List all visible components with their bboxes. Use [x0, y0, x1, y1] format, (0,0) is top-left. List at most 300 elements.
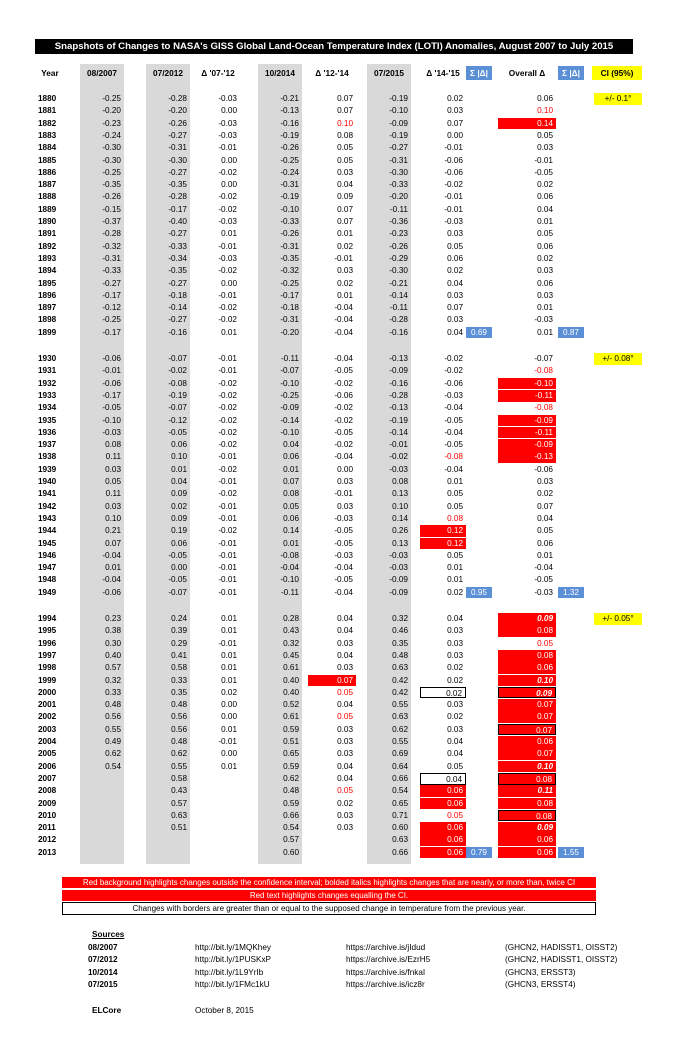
value-2007-cell: 0.30 — [105, 638, 121, 648]
ci-badge: +/- 0.05° — [594, 613, 642, 625]
year-cell: 1936 — [38, 427, 57, 437]
value-2012-cell: -0.26 — [168, 118, 187, 128]
overall-delta-cell: -0.07 — [534, 354, 553, 363]
delta-14-15-cell: 0.02 — [420, 687, 466, 699]
overall-delta-cell: 0.01 — [537, 550, 553, 560]
value-2015-cell: 0.42 — [392, 687, 408, 697]
value-2007-cell: 0.48 — [105, 700, 121, 710]
delta-07-12-cell: -0.02 — [218, 378, 237, 388]
delta-12-14-cell: 0.03 — [337, 737, 353, 746]
value-2014-cell: 0.62 — [283, 773, 299, 783]
delta-07-12-cell: -0.01 — [218, 241, 237, 251]
value-2015-cell: 0.71 — [392, 810, 408, 820]
value-2015-cell: 0.63 — [392, 712, 408, 722]
overall-delta-cell: 0.08 — [498, 810, 556, 822]
delta-12-14-cell: 0.09 — [337, 192, 353, 202]
overall-delta-cell: 0.04 — [537, 513, 553, 523]
value-2014-cell: -0.04 — [280, 563, 299, 573]
delta-14-15-cell: 0.04 — [447, 327, 463, 337]
value-2014-cell: 0.06 — [283, 452, 299, 462]
delta-12-14-cell: 0.04 — [337, 614, 353, 623]
delta-07-12-cell: -0.01 — [218, 737, 237, 746]
year-cell: 1945 — [38, 538, 57, 548]
value-2014-cell: 0.28 — [283, 614, 299, 623]
year-cell: 1880 — [38, 94, 57, 103]
value-2007-cell: 0.49 — [105, 737, 121, 746]
sum-recent-badge: 0.79 — [466, 847, 492, 859]
value-2014-cell: 0.43 — [283, 626, 299, 636]
year-cell: 2013 — [38, 847, 57, 857]
source-datasets: (GHCN2, HADISST1, OISST2) — [505, 943, 618, 952]
value-2014-cell: -0.17 — [280, 290, 299, 300]
year-cell: 1896 — [38, 290, 57, 300]
value-2012-cell: 0.04 — [171, 477, 187, 486]
value-2014-cell: 0.60 — [283, 847, 299, 857]
source-link: http://bit.ly/1L9YrIb — [195, 967, 264, 977]
value-2014-cell: 0.51 — [283, 737, 299, 746]
value-2015-cell: -0.19 — [389, 415, 408, 425]
delta-07-12-cell: -0.03 — [218, 217, 237, 226]
delta-12-14-cell: 0.01 — [337, 229, 353, 239]
value-2007-cell: 0.07 — [105, 538, 121, 548]
value-2014-cell: -0.10 — [280, 427, 299, 437]
value-2014-cell: -0.10 — [280, 378, 299, 388]
delta-14-15-cell: 0.06 — [420, 847, 466, 859]
year-cell: 2003 — [38, 724, 57, 734]
value-2007-cell: 0.38 — [105, 626, 121, 636]
delta-07-12-cell: 0.00 — [221, 106, 237, 116]
value-2007-cell: -0.25 — [102, 315, 121, 325]
value-2012-cell: 0.51 — [171, 823, 187, 833]
value-2014-cell: -0.31 — [280, 315, 299, 325]
value-2015-cell: -0.13 — [389, 403, 408, 413]
value-2015-cell: 0.46 — [392, 626, 408, 636]
delta-14-15-cell: 0.05 — [447, 761, 463, 771]
value-2015-cell: 0.26 — [392, 526, 408, 536]
column-header: 08/2007 — [87, 68, 117, 78]
source-date: 07/2015 — [88, 979, 118, 989]
value-2014-cell: 0.66 — [283, 810, 299, 820]
value-2015-cell: -0.33 — [389, 180, 408, 190]
value-2012-cell: 0.56 — [171, 712, 187, 722]
value-2007-cell: -0.25 — [102, 94, 121, 103]
value-2015-cell: -0.01 — [389, 440, 408, 450]
value-2014-cell: 0.54 — [283, 823, 299, 833]
delta-12-14-cell: 0.02 — [337, 278, 353, 288]
delta-07-12-cell: 0.01 — [221, 724, 237, 734]
value-2015-cell: 0.10 — [392, 501, 408, 511]
delta-07-12-cell: -0.01 — [218, 366, 237, 376]
overall-delta-cell: 0.07 — [498, 748, 556, 760]
value-2012-cell: 0.43 — [171, 786, 187, 796]
overall-delta-cell: 0.05 — [537, 526, 553, 536]
delta-14-15-cell: 0.07 — [447, 303, 463, 313]
delta-14-15-cell: 0.02 — [447, 587, 463, 597]
value-2015-cell: 0.66 — [392, 773, 408, 783]
year-cell: 1895 — [38, 278, 57, 288]
delta-07-12-cell: -0.02 — [218, 303, 237, 313]
value-2014-cell: -0.10 — [280, 204, 299, 214]
delta-12-14-cell: 0.04 — [337, 700, 353, 710]
value-2012-cell: -0.33 — [168, 241, 187, 251]
value-2012-cell: 0.02 — [171, 501, 187, 511]
value-2007-cell: -0.06 — [102, 354, 121, 363]
delta-14-15-cell: 0.02 — [447, 675, 463, 685]
value-2012-cell: -0.18 — [168, 290, 187, 300]
value-2012-cell: 0.09 — [171, 513, 187, 523]
delta-12-14-cell: 0.03 — [337, 477, 353, 486]
value-2012-cell: 0.58 — [171, 663, 187, 673]
footer-date: October 8, 2015 — [195, 1006, 254, 1015]
delta-14-15-cell: -0.08 — [444, 452, 463, 462]
value-2015-cell: -0.23 — [389, 229, 408, 239]
overall-delta-cell: 0.07 — [498, 711, 556, 723]
overall-delta-cell: 0.08 — [498, 773, 556, 785]
delta-14-15-cell: 0.03 — [447, 106, 463, 116]
value-2014-cell: -0.26 — [280, 229, 299, 239]
value-2012-cell: -0.05 — [168, 427, 187, 437]
delta-12-14-cell: -0.06 — [334, 390, 353, 400]
delta-14-15-cell: 0.04 — [447, 614, 463, 623]
delta-14-15-cell: 0.07 — [447, 118, 463, 128]
value-2014-cell: 0.06 — [283, 513, 299, 523]
delta-07-12-cell: 0.01 — [221, 614, 237, 623]
delta-12-14-cell: 0.07 — [308, 675, 356, 687]
value-2015-cell: -0.03 — [389, 550, 408, 560]
overall-delta-cell: 0.11 — [498, 785, 556, 797]
value-2015-cell: -0.14 — [389, 290, 408, 300]
sum-overall-badge: 0.87 — [558, 327, 584, 339]
value-2012-cell: 0.24 — [171, 614, 187, 623]
value-2012-cell: 0.35 — [171, 687, 187, 697]
value-2012-cell: 0.09 — [171, 489, 187, 499]
value-2012-cell: 0.06 — [171, 440, 187, 450]
overall-delta-cell: 0.07 — [498, 724, 556, 736]
value-2012-cell: -0.05 — [168, 550, 187, 560]
value-2015-cell: -0.10 — [389, 106, 408, 116]
overall-delta-cell: -0.08 — [534, 403, 553, 413]
value-2012-cell: 0.62 — [171, 749, 187, 759]
value-2007-cell: -0.25 — [102, 167, 121, 177]
delta-07-12-cell: -0.02 — [218, 489, 237, 499]
sum-recent-badge: 0.95 — [466, 587, 492, 599]
value-2014-cell: -0.11 — [280, 354, 299, 363]
delta-14-15-cell: -0.02 — [444, 354, 463, 363]
value-2015-cell: 0.08 — [392, 477, 408, 486]
overall-delta-cell: 0.08 — [498, 650, 556, 662]
value-2015-cell: -0.29 — [389, 253, 408, 263]
value-2015-cell: 0.42 — [392, 675, 408, 685]
value-2015-cell: 0.32 — [392, 614, 408, 623]
delta-07-12-cell: 0.01 — [221, 675, 237, 685]
year-cell: 1949 — [38, 587, 57, 597]
overall-delta-cell: 0.06 — [537, 278, 553, 288]
source-link: https://archive.is/EzrH5 — [346, 955, 431, 965]
year-cell: 1948 — [38, 575, 57, 585]
value-2012-cell: -0.27 — [168, 278, 187, 288]
value-2015-cell: -0.20 — [389, 192, 408, 202]
year-cell: 1884 — [38, 143, 57, 153]
year-cell: 1885 — [38, 155, 57, 165]
year-cell: 1883 — [38, 130, 57, 140]
value-2015-cell: 0.54 — [392, 786, 408, 796]
sum-recent-badge: 0.69 — [466, 327, 492, 339]
value-2007-cell: 0.40 — [105, 650, 121, 660]
overall-delta-cell: 0.10 — [498, 675, 556, 687]
value-2007-cell: 0.10 — [105, 513, 121, 523]
delta-12-14-cell: -0.02 — [334, 415, 353, 425]
value-2014-cell: -0.32 — [280, 266, 299, 276]
year-cell: 1893 — [38, 253, 57, 263]
delta-07-12-cell: -0.02 — [218, 192, 237, 202]
overall-delta-cell: -0.09 — [498, 415, 556, 427]
value-2015-cell: 0.64 — [392, 761, 408, 771]
delta-14-15-cell: 0.06 — [420, 834, 466, 846]
delta-14-15-cell: 0.02 — [447, 712, 463, 722]
value-2012-cell: -0.27 — [168, 315, 187, 325]
overall-delta-cell: -0.08 — [534, 366, 553, 376]
delta-12-14-cell: 0.02 — [337, 241, 353, 251]
value-2014-cell: 0.57 — [283, 835, 299, 845]
source-link: https://archive.is/jIdud — [346, 943, 426, 952]
delta-07-12-cell: -0.02 — [218, 315, 237, 325]
value-2014-cell: -0.18 — [280, 303, 299, 313]
value-2014-cell: -0.13 — [280, 106, 299, 116]
overall-delta-cell: 0.07 — [498, 699, 556, 711]
delta-07-12-cell: 0.01 — [221, 761, 237, 771]
year-cell: 1944 — [38, 526, 57, 536]
legend-red-text: Red text highlights changes equalling the CI. — [62, 890, 596, 901]
year-cell: 2007 — [38, 773, 57, 783]
value-2014-cell: -0.10 — [280, 575, 299, 585]
overall-delta-cell: 0.14 — [498, 118, 556, 130]
column-header: Σ |Δ| — [558, 66, 584, 80]
value-2015-cell: -0.13 — [389, 354, 408, 363]
delta-12-14-cell: -0.02 — [334, 440, 353, 450]
value-2007-cell: 0.08 — [105, 440, 121, 450]
value-2007-cell: -0.06 — [102, 378, 121, 388]
value-2012-cell: -0.07 — [168, 587, 187, 597]
source-link: https://archive.is/icz8r — [346, 979, 425, 989]
value-2015-cell: 0.14 — [392, 513, 408, 523]
delta-12-14-cell: -0.04 — [334, 315, 353, 325]
value-2012-cell: 0.06 — [171, 538, 187, 548]
value-2014-cell: 0.59 — [283, 798, 299, 808]
delta-14-15-cell: 0.12 — [420, 525, 466, 537]
year-cell: 1930 — [38, 354, 57, 363]
delta-14-15-cell: -0.01 — [444, 143, 463, 153]
delta-14-15-cell: 0.05 — [447, 550, 463, 560]
value-2007-cell: -0.06 — [102, 587, 121, 597]
delta-07-12-cell: -0.01 — [218, 575, 237, 585]
value-2007-cell: 0.21 — [105, 526, 121, 536]
value-2015-cell: -0.02 — [389, 452, 408, 462]
delta-14-15-cell: -0.03 — [444, 217, 463, 226]
delta-07-12-cell: -0.02 — [218, 204, 237, 214]
delta-14-15-cell: 0.12 — [420, 538, 466, 550]
delta-14-15-cell: 0.03 — [447, 290, 463, 300]
value-2012-cell: -0.28 — [168, 94, 187, 103]
delta-07-12-cell: 0.00 — [221, 712, 237, 722]
delta-07-12-cell: -0.01 — [218, 587, 237, 597]
value-2015-cell: -0.27 — [389, 143, 408, 153]
value-2014-cell: 0.07 — [283, 477, 299, 486]
delta-12-14-cell: -0.05 — [334, 538, 353, 548]
overall-delta-cell: -0.06 — [534, 464, 553, 474]
year-cell: 1889 — [38, 204, 57, 214]
value-2015-cell: -0.09 — [389, 575, 408, 585]
delta-12-14-cell: 0.00 — [337, 464, 353, 474]
year-cell: 2005 — [38, 749, 57, 759]
value-2014-cell: 0.40 — [283, 675, 299, 685]
delta-07-12-cell: 0.00 — [221, 749, 237, 759]
column-header: Δ '14-'15 — [426, 68, 460, 78]
delta-07-12-cell: -0.03 — [218, 253, 237, 263]
value-2015-cell: 0.60 — [392, 823, 408, 833]
value-2014-cell: 0.05 — [283, 501, 299, 511]
delta-14-15-cell: 0.01 — [447, 575, 463, 585]
value-2012-cell: 0.58 — [171, 773, 187, 783]
value-2007-cell: -0.05 — [102, 403, 121, 413]
delta-14-15-cell: -0.04 — [444, 464, 463, 474]
year-cell: 2012 — [38, 835, 57, 845]
delta-14-15-cell: -0.04 — [444, 427, 463, 437]
value-2012-cell: 0.10 — [171, 452, 187, 462]
delta-12-14-cell: 0.04 — [337, 773, 353, 783]
year-cell: 1932 — [38, 378, 57, 388]
delta-12-14-cell: -0.03 — [334, 550, 353, 560]
delta-07-12-cell: 0.00 — [221, 155, 237, 165]
ci-badge: +/- 0.1° — [594, 93, 642, 105]
column-header: 10/2014 — [265, 68, 295, 78]
overall-delta-cell: 0.10 — [537, 106, 553, 116]
year-cell: 1997 — [38, 650, 57, 660]
delta-14-15-cell: 0.03 — [447, 626, 463, 636]
value-2012-cell: -0.30 — [168, 155, 187, 165]
source-datasets: (GHCN3, ERSST4) — [505, 979, 576, 989]
value-2014-cell: -0.20 — [280, 327, 299, 337]
delta-14-15-cell: 0.04 — [447, 737, 463, 746]
value-2012-cell: 0.41 — [171, 650, 187, 660]
year-cell: 1882 — [38, 118, 57, 128]
delta-07-12-cell: -0.03 — [218, 130, 237, 140]
value-2012-cell: 0.57 — [171, 798, 187, 808]
year-cell: 1887 — [38, 180, 57, 190]
year-cell: 2010 — [38, 810, 57, 820]
value-2007-cell: -0.26 — [102, 192, 121, 202]
value-2007-cell: 0.01 — [105, 563, 121, 573]
value-2015-cell: -0.19 — [389, 94, 408, 103]
value-2012-cell: 0.29 — [171, 638, 187, 648]
delta-07-12-cell: -0.01 — [218, 513, 237, 523]
value-2012-cell: 0.33 — [171, 675, 187, 685]
delta-07-12-cell: -0.02 — [218, 440, 237, 450]
value-2014-cell: -0.25 — [280, 390, 299, 400]
delta-07-12-cell: 0.02 — [221, 687, 237, 697]
delta-07-12-cell: -0.01 — [218, 143, 237, 153]
value-2015-cell: 0.65 — [392, 798, 408, 808]
delta-07-12-cell: -0.01 — [218, 538, 237, 548]
value-2014-cell: 0.59 — [283, 724, 299, 734]
overall-delta-cell: 0.05 — [537, 130, 553, 140]
delta-12-14-cell: 0.10 — [337, 118, 353, 128]
value-2007-cell: 0.03 — [105, 464, 121, 474]
delta-07-12-cell: 0.00 — [221, 700, 237, 710]
year-cell: 1942 — [38, 501, 57, 511]
overall-delta-cell: -0.11 — [498, 390, 556, 402]
year-cell: 1881 — [38, 106, 57, 116]
delta-14-15-cell: 0.03 — [447, 315, 463, 325]
year-cell: 1898 — [38, 315, 57, 325]
year-cell: 1943 — [38, 513, 57, 523]
value-2014-cell: 0.01 — [283, 538, 299, 548]
delta-07-12-cell: -0.01 — [218, 638, 237, 648]
delta-12-14-cell: -0.04 — [334, 587, 353, 597]
value-2015-cell: 0.55 — [392, 737, 408, 746]
overall-delta-cell: 0.05 — [537, 638, 553, 648]
year-cell: 1931 — [38, 366, 57, 376]
column-header: 07/2015 — [374, 68, 404, 78]
value-2014-cell: -0.09 — [280, 403, 299, 413]
value-2014-cell: 0.40 — [283, 687, 299, 697]
value-2007-cell: -0.31 — [102, 253, 121, 263]
value-2007-cell: 0.62 — [105, 749, 121, 759]
delta-07-12-cell: -0.03 — [218, 94, 237, 103]
delta-12-14-cell: 0.05 — [337, 687, 353, 697]
overall-delta-cell: 0.09 — [498, 687, 556, 699]
value-2014-cell: 0.59 — [283, 761, 299, 771]
overall-delta-cell: 0.10 — [498, 761, 556, 773]
delta-14-15-cell: -0.06 — [444, 167, 463, 177]
delta-12-14-cell: 0.02 — [337, 798, 353, 808]
overall-delta-cell: -0.03 — [534, 315, 553, 325]
value-2012-cell: -0.07 — [168, 354, 187, 363]
delta-14-15-cell: -0.05 — [444, 415, 463, 425]
source-link: http://bit.ly/1MQKhey — [195, 943, 271, 952]
value-2014-cell: -0.25 — [280, 278, 299, 288]
delta-12-14-cell: 0.04 — [337, 761, 353, 771]
delta-12-14-cell: 0.03 — [337, 663, 353, 673]
delta-07-12-cell: -0.01 — [218, 550, 237, 560]
delta-07-12-cell: -0.01 — [218, 477, 237, 486]
overall-delta-cell: 0.06 — [498, 834, 556, 846]
delta-07-12-cell: 0.01 — [221, 229, 237, 239]
value-2014-cell: 0.61 — [283, 663, 299, 673]
delta-14-15-cell: 0.06 — [420, 798, 466, 810]
overall-delta-cell: 0.09 — [498, 613, 556, 625]
delta-12-14-cell: 0.03 — [337, 266, 353, 276]
value-2014-cell: 0.52 — [283, 700, 299, 710]
delta-14-15-cell: 0.05 — [447, 810, 463, 820]
year-cell: 2002 — [38, 712, 57, 722]
value-2007-cell: 0.33 — [105, 687, 121, 697]
delta-14-15-cell: -0.02 — [444, 180, 463, 190]
delta-14-15-cell: -0.03 — [444, 390, 463, 400]
year-cell: 1933 — [38, 390, 57, 400]
value-2012-cell: 0.19 — [171, 526, 187, 536]
year-cell: 2000 — [38, 687, 57, 697]
delta-12-14-cell: -0.05 — [334, 526, 353, 536]
value-2007-cell: -0.03 — [102, 427, 121, 437]
overall-delta-cell: 0.08 — [498, 625, 556, 637]
value-2012-cell: -0.20 — [168, 106, 187, 116]
delta-12-14-cell: -0.05 — [334, 366, 353, 376]
value-2015-cell: 0.63 — [392, 663, 408, 673]
value-2012-cell: -0.12 — [168, 415, 187, 425]
value-2015-cell: 0.62 — [392, 724, 408, 734]
ci-badge: +/- 0.08° — [594, 353, 642, 365]
value-2007-cell: -0.30 — [102, 155, 121, 165]
